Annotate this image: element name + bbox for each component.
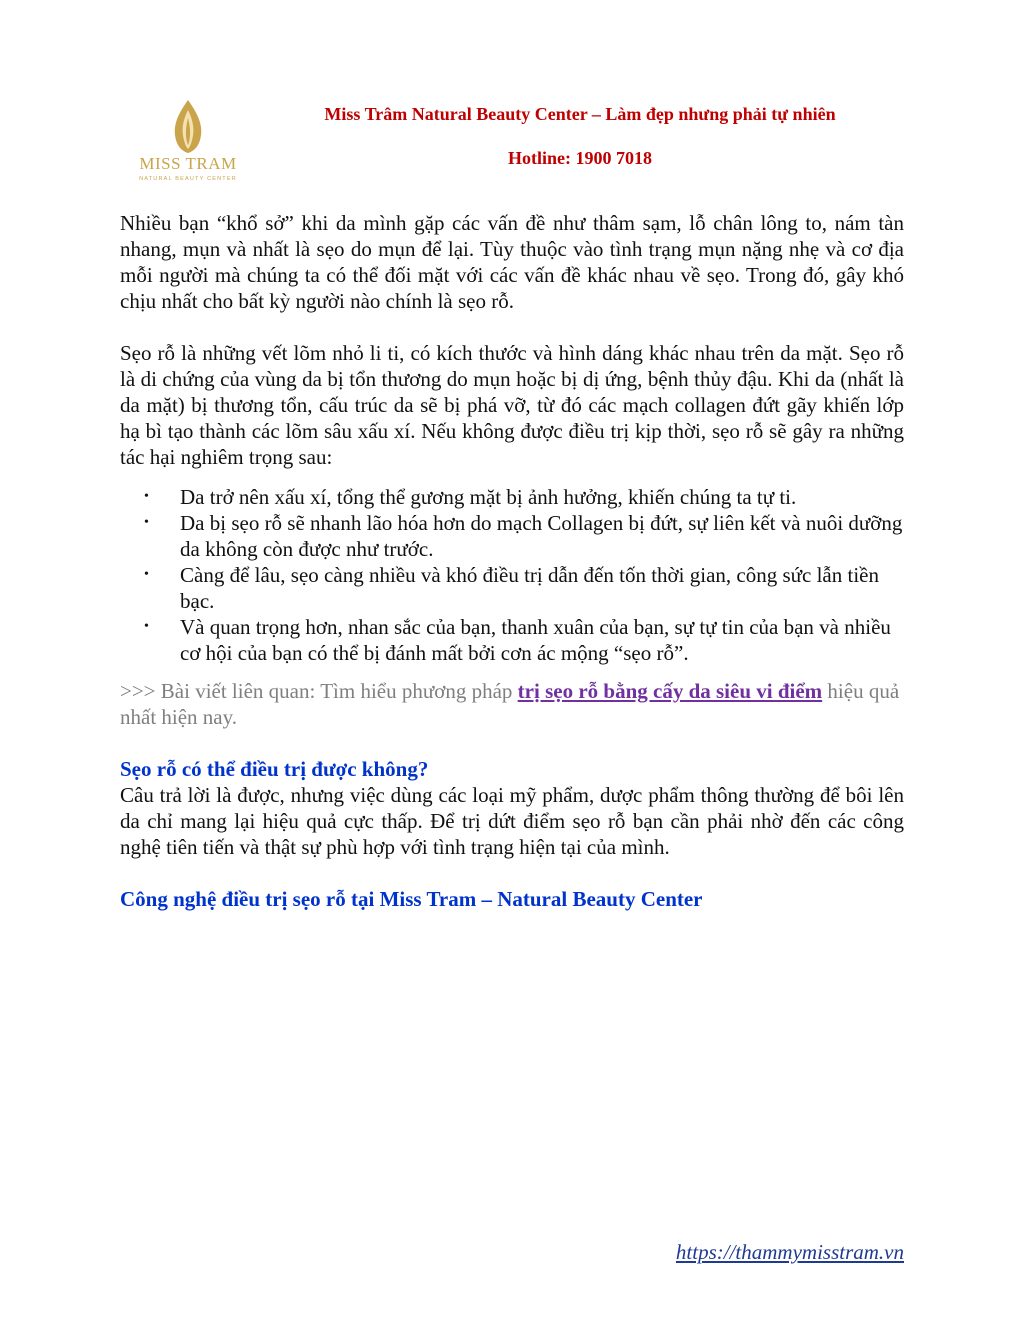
bullet-icon: •: [144, 489, 149, 504]
list-item: • Da bị sẹo rỗ sẽ nhanh lão hóa hơn do mạch Collagen bị đứt, sự liên kết và nuôi dưỡng da không còn được như trước.: [144, 511, 903, 561]
definition-paragraph: Sẹo rỗ là những vết lõm nhỏ li ti, có kích thước và hình dáng khác nhau trên da mặt. Sẹo rỗ là di chứng của vùng da bị tổn thương do mụn hoặc bị dị ứng, bệnh thủy đậu. Khi da (nhất là da mặt) bị thương tổn, cấu trúc da sẽ bị phá vỡ, từ đó các mạch collagen đứt gãy khiến lớp hạ bì tạo thành các lõm sâu xấu xí. Nếu không được điều trị kịp thời, sẹo rỗ sẽ gây ra những tác hại nghiêm trọng sau:: [120, 341, 904, 469]
intro-paragraph: Nhiều bạn “khổ sở” khi da mình gặp các vấn đề như thâm sạm, lỗ chân lông to, nám tàn nhang, mụn và nhất là sẹo do mụn để lại. Tùy thuộc vào tình trạng mụn nặng nhẹ và cơ địa mỗi người mà chúng ta có thể đối mặt với các vấn đề khác nhau về sẹo. Trong đó, gây khó chịu nhất cho bất kỳ người nào chính là sẹo rỗ.: [120, 211, 904, 313]
bullet-icon: •: [144, 567, 149, 582]
related-article-link[interactable]: trị sẹo rỗ bằng cấy da siêu vi điểm: [517, 679, 823, 703]
related-prefix: >>> Bài viết liên quan: Tìm hiểu phương pháp: [120, 679, 518, 703]
footer-website-link[interactable]: https://thammymisstram.vn: [675, 1240, 904, 1264]
bullet-icon: •: [144, 515, 149, 530]
section-heading-treatable: Sẹo rỗ có thể điều trị được không?: [120, 757, 429, 781]
list-item: • Và quan trọng hơn, nhan sắc của bạn, thanh xuân của bạn, sự tự tin của bạn và nhiều cơ hội của bạn có thể bị đánh mất bởi cơn ác mộng “sẹo rỗ”.: [144, 615, 891, 665]
related-suffix: hiệu quả nhất hiện nay.: [120, 679, 900, 729]
section-body-treatable: Câu trả lời là được, nhưng việc dùng các loại mỹ phẩm, dược phẩm thông thường để bôi lên da chỉ mang lại hiệu quả cực thấp. Để trị dứt điểm sẹo rỗ bạn cần phải nhờ đến các công nghệ tiên tiến và thật sự phù hợp với tình trạng hiện tại của mình.: [120, 783, 904, 859]
brand-logo: [138, 96, 238, 192]
related-article: [120, 678, 904, 730]
header-hotline: Hotline: 1900 7018: [508, 148, 652, 168]
bullet-icon: •: [144, 619, 149, 634]
flame-leaf-logo-icon: [138, 96, 238, 156]
header-title: Miss Trâm Natural Beauty Center – Làm đẹp nhưng phải tự nhiên: [324, 104, 836, 124]
logo-subtitle: NATURAL BEAUTY CENTER: [139, 176, 237, 182]
section-heading-technology: Công nghệ điều trị sẹo rỗ tại Miss Tram – Natural Beauty Center: [120, 887, 703, 911]
list-item: • Càng để lâu, sẹo càng nhiều và khó điều trị dẫn đến tốn thời gian, công sức lẫn tiền bạc.: [144, 563, 879, 613]
list-item: • Da trở nên xấu xí, tổng thể gương mặt bị ảnh hưởng, khiến chúng ta tự ti.: [144, 485, 797, 509]
logo-name: MISS TRAM: [139, 154, 237, 173]
document-body: [120, 210, 904, 912]
harm-list: [120, 484, 904, 666]
